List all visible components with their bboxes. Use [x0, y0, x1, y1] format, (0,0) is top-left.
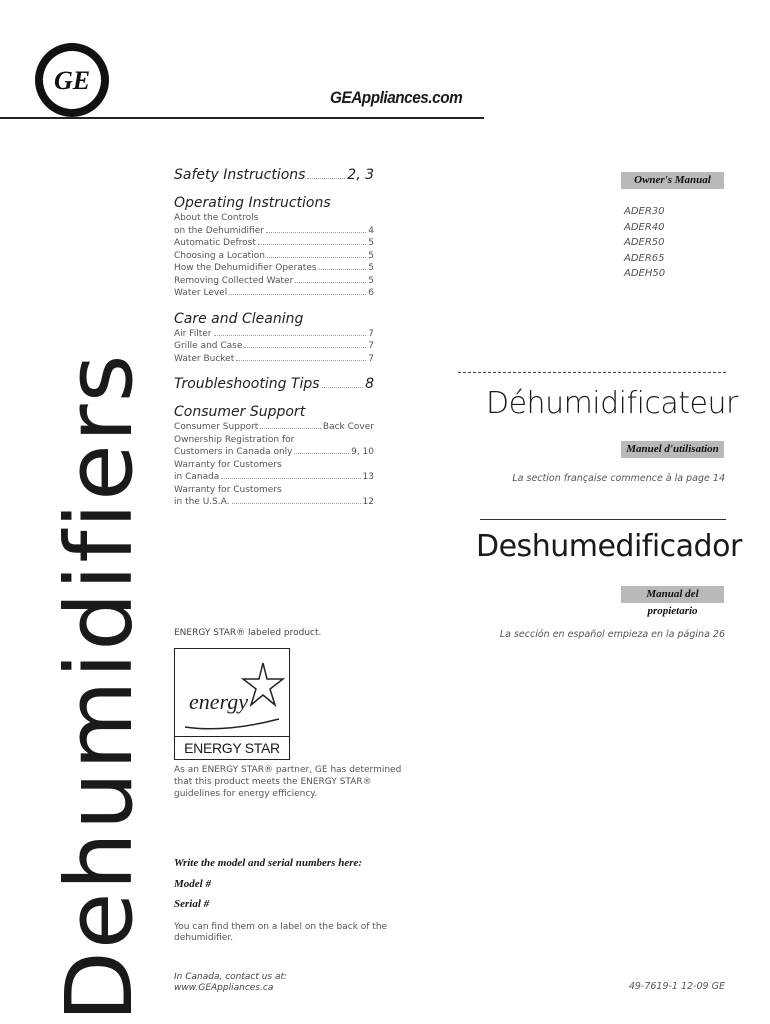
toc-section-title: Care and Cleaning [174, 310, 304, 327]
label-location-note: You can find them on a label on the back of the dehumidifier. [174, 922, 388, 943]
toc-entry: Grille and Case 7 [174, 341, 374, 351]
toc-section-title: Consumer Support [174, 404, 306, 420]
toc-entry: Customers in Canada only 9, 10 [174, 447, 374, 457]
spanish-section-note: La sección en español empieza en la página 26 [499, 629, 725, 640]
model-item: ADER50 [624, 237, 665, 248]
toc-section [174, 403, 374, 509]
table-of-contents [174, 166, 374, 519]
toc-entry: Ownership Registration for [174, 434, 295, 445]
model-item: ADER65 [624, 252, 665, 264]
toc-entry: Choosing a Location 5 [174, 250, 374, 261]
toc-section [174, 310, 374, 366]
toc-entry: Automatic Defrost 5 [174, 238, 374, 248]
model-item: ADER40 [624, 221, 665, 233]
toc-entry: Water Bucket 7 [174, 353, 374, 364]
canada-contact-line: In Canada, contact us at: [174, 972, 288, 982]
serial-number-label: Serial # [174, 898, 210, 910]
toc-entry: Warranty for Customers [174, 484, 282, 495]
energy-star-caption: ENERGY STAR® labeled product. [174, 628, 322, 638]
toc-section [174, 166, 374, 184]
energy-star-band: ENERGY STAR [175, 736, 289, 759]
toc-entry: in Canada 13 [174, 472, 374, 482]
toc-entry: Water Level 6 [174, 288, 374, 298]
toc-entry: Consumer Support Back Cover [174, 422, 374, 432]
divider [458, 372, 726, 373]
record-heading: Write the model and serial numbers here: [174, 857, 363, 869]
star-icon [243, 663, 283, 705]
toc-entry: How the Dehumidifier Operates 5 [174, 263, 374, 273]
energy-star-logo [174, 648, 290, 760]
document-code: 49-7619-1 12-09 GE [628, 981, 725, 992]
toc-entry: Removing Collected Water 5 [174, 275, 374, 286]
energy-star-description: As an ENERGY STAR® partner, GE has determined that this product meets the ENERGY STAR® guidelines for energy efficiency. [174, 765, 402, 799]
toc-section [174, 375, 374, 393]
website-url: GEAppliances.com [330, 88, 463, 107]
toc-entry: in the U.S.A. 12 [174, 497, 374, 507]
ge-logo-text: GE [53, 66, 91, 95]
toc-entry: Air Filter 7 [174, 328, 374, 339]
toc-section [174, 194, 374, 300]
vertical-product-title: Dehumidifiers [46, 352, 153, 1022]
model-list [624, 204, 665, 282]
french-title: Déhumidificateur [486, 386, 738, 421]
owners-manual-stamp: Owner's Manual [621, 172, 724, 189]
ge-logo [32, 40, 112, 120]
spanish-manual-stamp: Manual del propietario [621, 586, 724, 603]
divider [480, 519, 726, 520]
toc-section-title: Operating Instructions [174, 195, 331, 211]
toc-entry: About the Controls [174, 213, 259, 223]
french-section-note: La section française commence à la page 14 [512, 473, 725, 484]
header-rule [0, 117, 484, 119]
model-item: ADER30 [624, 206, 665, 217]
energy-script: energy [189, 689, 249, 714]
toc-entry: Warranty for Customers [174, 459, 282, 470]
model-number-label: Model # [174, 878, 211, 890]
model-item: ADEH50 [624, 268, 666, 279]
toc-section-title: Troubleshooting Tips 8 [174, 376, 374, 392]
canada-contact-url: www.GEAppliances.ca [174, 983, 274, 993]
toc-entry: on the Dehumidifier 4 [174, 225, 374, 236]
french-manual-stamp: Manuel d'utilisation [621, 441, 724, 458]
spanish-title: Deshumedificador [476, 529, 742, 564]
canada-contact [174, 972, 374, 994]
toc-section-title: Safety Instructions 2, 3 [174, 167, 374, 183]
